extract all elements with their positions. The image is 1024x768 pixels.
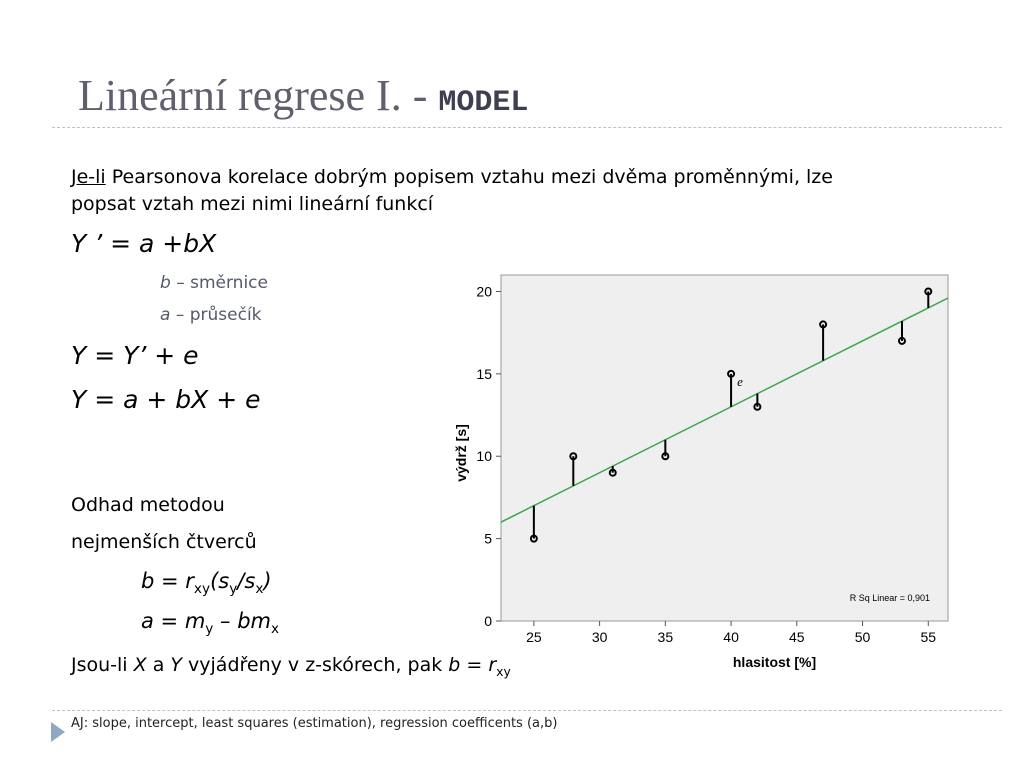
- residual-label: e: [737, 373, 743, 389]
- footer-arrow-icon: [51, 722, 65, 742]
- intro-text: [71, 164, 833, 218]
- y-tick-label: 20: [476, 283, 492, 300]
- equation-3: Y = a + bX + e: [71, 385, 261, 414]
- intro-rest: Pearsonova korelace dobrým popisem vztahu mezi dvěma proměnnými, lze: [105, 166, 833, 188]
- ols-line-1: Odhad metodou: [71, 494, 225, 516]
- x-tick-label: 40: [723, 629, 739, 645]
- r-squared-annotation: R Sq Linear = 0,901: [849, 593, 930, 604]
- formula-b: $b = r_{xy}(s_y/s_x)$: [141, 569, 272, 598]
- x-tick-label: 50: [854, 629, 871, 645]
- y-tick-label: 0: [484, 613, 492, 629]
- y-tick-label: 10: [476, 448, 492, 465]
- scatter-chart: [440, 270, 960, 680]
- intro-line2: popsat vztah mezi nimi lineární funkcí: [71, 193, 434, 215]
- x-tick-label: 30: [591, 629, 608, 645]
- plot-area: [501, 275, 948, 621]
- equation-2: Y = Y’ + e: [71, 341, 199, 370]
- title-divider: [52, 127, 1002, 128]
- slide-title: [78, 70, 528, 121]
- equation-1: Y ’ = a +bX: [71, 229, 217, 258]
- y-tick-label: 15: [476, 365, 492, 382]
- intro-underlined: Je-li: [71, 166, 106, 188]
- title-main: Lineární regrese I. -: [78, 71, 439, 120]
- x-tick-label: 25: [526, 629, 542, 645]
- title-model: MODEL: [438, 86, 529, 120]
- x-tick-label: 45: [789, 629, 805, 645]
- def-b: b – směrnice: [160, 273, 268, 293]
- formula-a: $a = m_y - bm_x$: [141, 609, 280, 638]
- y-axis-label: výdrž [s]: [453, 424, 469, 482]
- zscore-text: Jsou-li X a Y vyjádřeny v z-skórech, pak $b = r_{xy}$: [71, 654, 511, 679]
- footnote: AJ: slope, intercept, least squares (estimation), regression coefficents (a,b): [71, 716, 558, 731]
- footer-divider: [52, 710, 1002, 711]
- ols-line-2: nejmenších čtverců: [71, 531, 257, 553]
- x-tick-label: 55: [920, 629, 937, 645]
- x-tick-label: 35: [657, 629, 674, 645]
- y-tick-label: 5: [484, 530, 492, 547]
- def-a: a – průsečík: [160, 305, 262, 325]
- x-axis-label: hlasitost [%]: [732, 654, 817, 670]
